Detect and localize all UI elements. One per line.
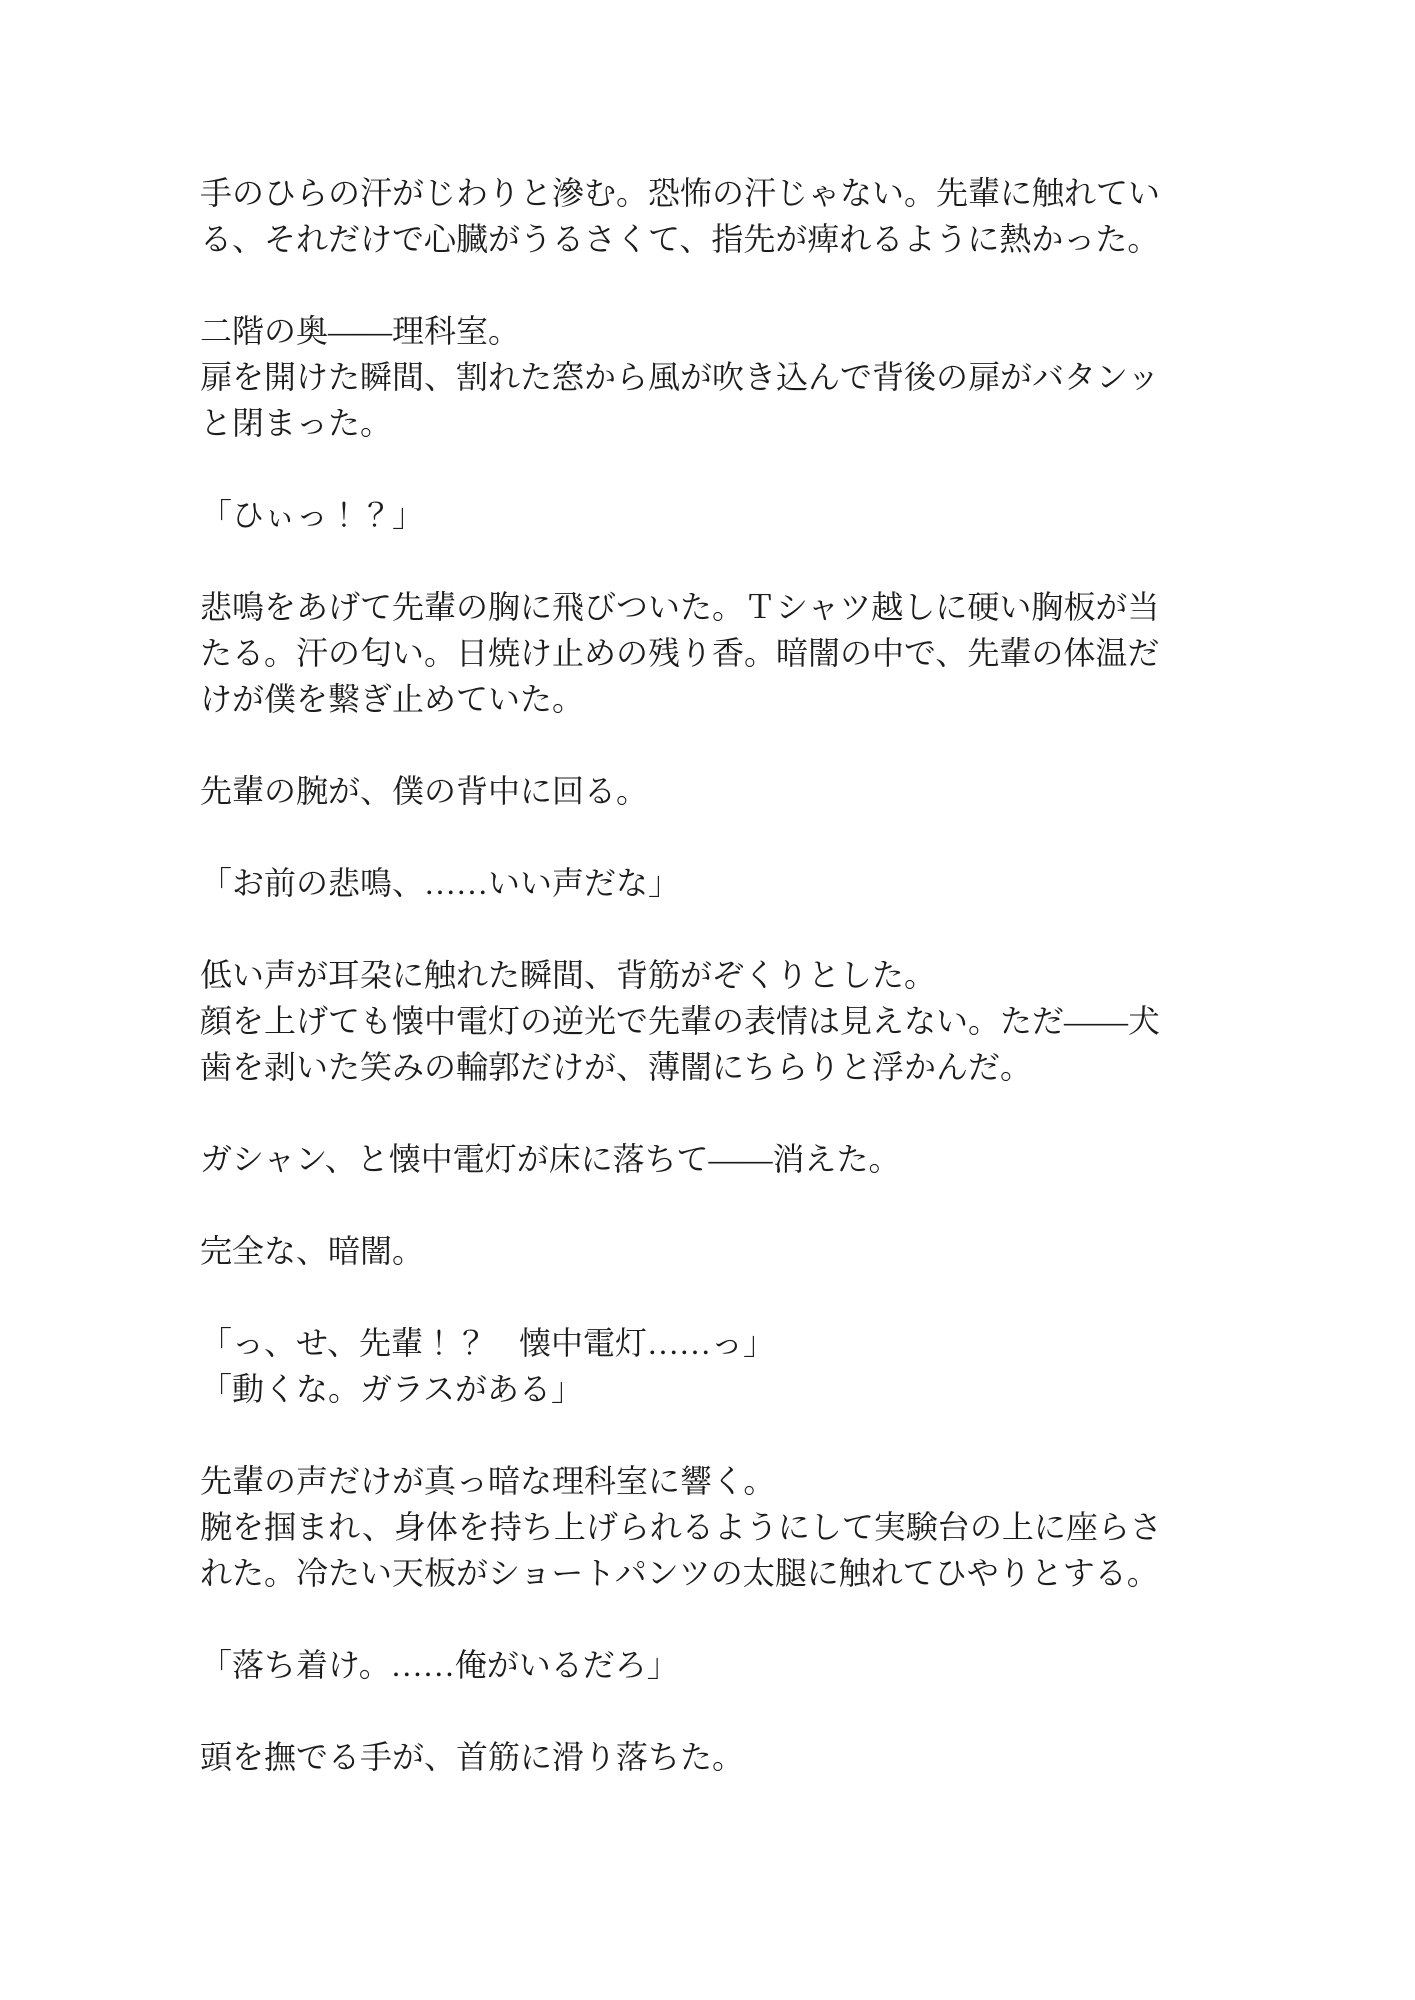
paragraph (200, 1228, 1165, 1274)
text-line: れた。冷たい天板がショートパンツの太腿に触れてひやりとする。 (200, 1555, 1159, 1591)
text-line: 低い声が耳朶に触れた瞬間、背筋がぞくりとした。 (200, 957, 937, 993)
text-line: 頭を撫でる手が、首筋に滑り落ちた。 (200, 1739, 745, 1775)
paragraph (200, 584, 1165, 722)
text-line: けが僕を繋ぎ止めていた。 (200, 681, 585, 717)
paragraph (200, 1136, 1165, 1182)
text-line: 「お前の悲鳴、……いい声だな」 (200, 865, 681, 901)
text-line: 手のひらの汗がじわりと滲む。恐怖の汗じゃない。先輩に触れてい (200, 175, 1161, 211)
text-line: ガシャン、と懐中電灯が床に落ちて――消えた。 (200, 1141, 901, 1177)
text-line: 「ひぃっ！？」 (200, 497, 425, 533)
paragraph (200, 308, 1165, 446)
text-line: 先輩の声だけが真っ暗な理科室に響く。 (200, 1463, 776, 1499)
text-line: 悲鳴をあげて先輩の胸に飛びついた。Ｔシャツ越しに硬い胸板が当 (200, 589, 1160, 625)
paragraph (200, 1458, 1165, 1596)
paragraph-dialogue (200, 1320, 1165, 1412)
text-line: と閉まった。 (200, 405, 393, 441)
paragraph-dialogue (200, 860, 1165, 906)
paragraph (200, 170, 1165, 262)
text-line: 先輩の腕が、僕の背中に回る。 (200, 773, 649, 809)
text-line: たる。汗の匂い。日焼け止めの残り香。暗闇の中で、先輩の体温だ (200, 635, 1160, 671)
text-line: 扉を開けた瞬間、割れた窓から風が吹き込んで背後の扉がバタンッ (200, 359, 1160, 395)
text-line: 「っ、せ、先輩！？ 懐中電灯……っ」 (200, 1325, 776, 1361)
paragraph (200, 952, 1165, 1090)
paragraph-dialogue (200, 1642, 1165, 1688)
text-line: 「落ち着け。……俺がいるだろ」 (200, 1647, 679, 1683)
text-line: 「動くな。ガラスがある」 (200, 1371, 584, 1407)
text-line: 二階の奥――理科室。 (200, 313, 521, 349)
paragraph (200, 768, 1165, 814)
text-line: る、それだけで心臓がうるさくて、指先が痺れるように熱かった。 (200, 221, 1160, 257)
text-line: 完全な、暗闇。 (200, 1233, 425, 1269)
paragraph (200, 1734, 1165, 1780)
body-text (200, 170, 1165, 1780)
text-line: 腕を掴まれ、身体を持ち上げられるようにして実験台の上に座らさ (200, 1509, 1162, 1545)
paragraph-dialogue (200, 492, 1165, 538)
text-line: 歯を剥いた笑みの輪郭だけが、薄闇にちらりと浮かんだ。 (200, 1049, 1033, 1085)
text-line: 顔を上げても懐中電灯の逆光で先輩の表情は見えない。ただ――犬 (200, 1003, 1161, 1039)
